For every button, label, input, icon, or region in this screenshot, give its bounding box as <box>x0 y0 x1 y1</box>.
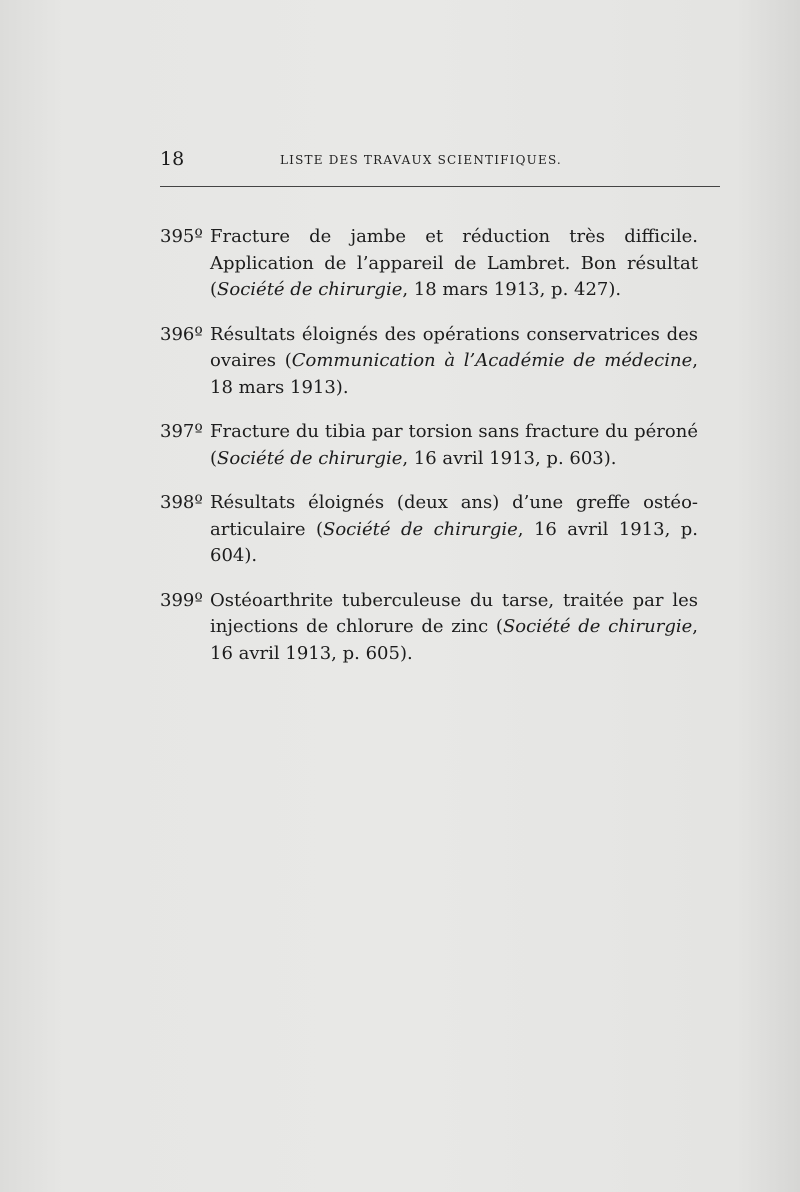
entry-number: 395º <box>160 226 203 247</box>
entry-citation: , 18 mars 1913). <box>210 350 699 398</box>
entry-number: 398º <box>160 492 203 513</box>
list-item <box>160 419 698 472</box>
running-title: LISTE DES TRAVAUX SCIENTIFIQUES. <box>280 153 562 167</box>
entry-text: Résultats éloignés des opérations conservatrices des ovaires ( <box>210 323 698 371</box>
entry-source: Société de chirurgie <box>217 279 403 300</box>
entry-citation: , 16 avril 1913, p. 604). <box>210 518 699 566</box>
entry-text: Fracture de jambe et réduction très difficile. Application de l’appareil de Lambret. Bon résultat ( <box>210 226 698 300</box>
entry-source: Société de chirurgie <box>502 616 693 637</box>
entry-citation: , 16 avril 1913, p. 603). <box>402 447 617 469</box>
entry-text: Résultats éloignés (deux ans) d’une greffe ostéo-articulaire ( <box>210 492 698 540</box>
entry-source: Communication à l’Académie de médecine <box>291 350 693 371</box>
list-item <box>160 322 698 402</box>
entry-list <box>160 206 698 685</box>
list-item <box>160 490 698 570</box>
page-header <box>160 148 720 176</box>
entry-text: Fracture du tibia par torsion sans fracture du péroné ( <box>210 421 698 469</box>
entry-source: Société de chirurgie <box>322 518 518 540</box>
entry-number: 399º <box>160 589 203 611</box>
list-item <box>160 224 698 304</box>
entry-text: Ostéoarthrite tuberculeuse du tarse, traitée par les injections de chlorure de zinc ( <box>210 589 698 637</box>
entry-citation: , 18 mars 1913, p. 427). <box>402 279 622 300</box>
entry-number: 396º <box>160 323 203 345</box>
header-rule <box>160 186 720 187</box>
entry-citation: , 16 avril 1913, p. 605). <box>210 616 698 664</box>
list-item <box>160 588 698 668</box>
entry-source: Société de chirurgie <box>217 447 403 469</box>
page-number: 18 <box>160 148 185 170</box>
entry-number: 397º <box>160 421 203 442</box>
